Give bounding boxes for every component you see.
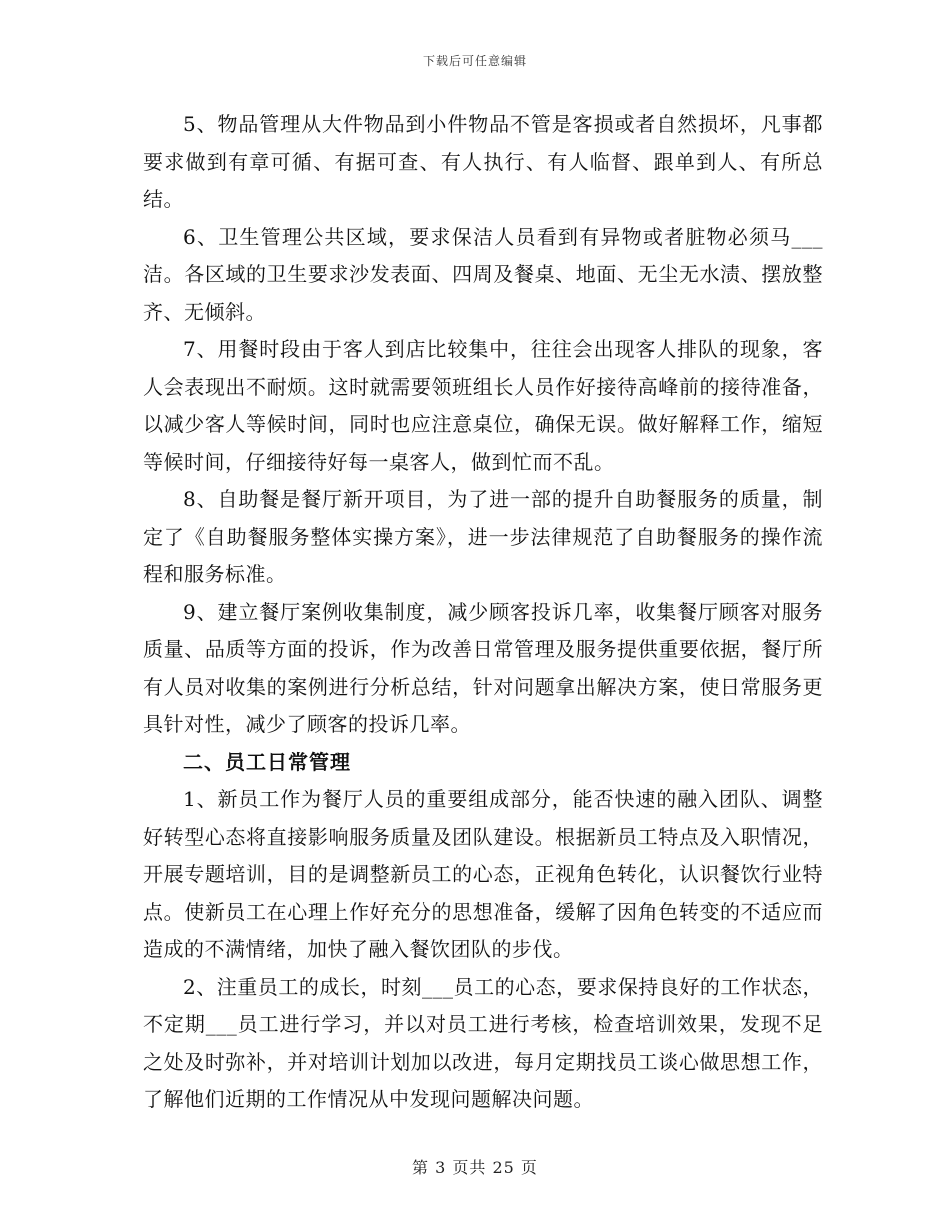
document-body [143, 106, 823, 1119]
paragraph-item-7: 7、用餐时段由于客人到店比较集中，往往会出现客人排队的现象，客人会表现出不耐烦。这时就需要领班组长人员作好接待高峰前的接待准备，以减少客人等候时间，同时也应注意桌位，确保无误。做好解释工作，缩短等候时间，仔细接待好每一桌客人，做到忙而不乱。 [143, 337, 823, 474]
page-header-note: 下载后可任意编辑 [422, 54, 527, 68]
paragraph-item-5: 5、物品管理从大件物品到小件物品不管是客损或者自然损坏，凡事都要求做到有章可循、有据可查、有人执行、有人临督、跟单到人、有所总结。 [143, 112, 823, 211]
page-number: 第 3 页共 25 页 [412, 1158, 538, 1177]
paragraph-item-8: 8、自助餐是餐厅新开项目，为了进一部的提升自助餐服务的质量，制定了《自助餐服务整体实操方案》，进一步法律规范了自助餐服务的操作流程和服务标准。 [143, 487, 823, 586]
paragraph-new-staff: 1、新员工作为餐厅人员的重要组成部分，能否快速的融入团队、调整好转型心态将直接影响服务质量及团队建设。根据新员工特点及入职情况，开展专题培训，目的是调整新员工的心态，正视角色转化，认识餐饮行业特点。使新员工在心理上作好充分的思想准备，缓解了因角色转变的不适应而造成的不满情绪，加快了融入餐饮团队的步伐。 [143, 787, 823, 961]
section-heading-staff-management: 二、员工日常管理 [183, 749, 351, 774]
paragraph-item-9: 9、建立餐厅案例收集制度，减少顾客投诉几率，收集餐厅顾客对服务质量、品质等方面的投诉，作为改善日常管理及服务提供重要依据，餐厅所有人员对收集的案例进行分析总结，针对问题拿出解决方案，使日常服务更具针对性，减少了顾客的投诉几率。 [143, 599, 823, 736]
paragraph-item-6: 6、卫生管理公共区域，要求保洁人员看到有异物或者脏物必须马___洁。各区域的卫生要求沙发表面、四周及餐桌、地面、无尘无水渍、摆放整齐、无倾斜。 [143, 224, 823, 324]
paragraph-staff-growth: 2、注重员工的成长，时刻___员工的心态，要求保持良好的工作状态，不定期___员工进行学习，并以对员工进行考核，检查培训效果，发现不足之处及时弥补，并对培训计划加以改进，每月定期找员工谈心做思想工作，了解他们近期的工作情况从中发现问题解决问题。 [143, 974, 823, 1111]
